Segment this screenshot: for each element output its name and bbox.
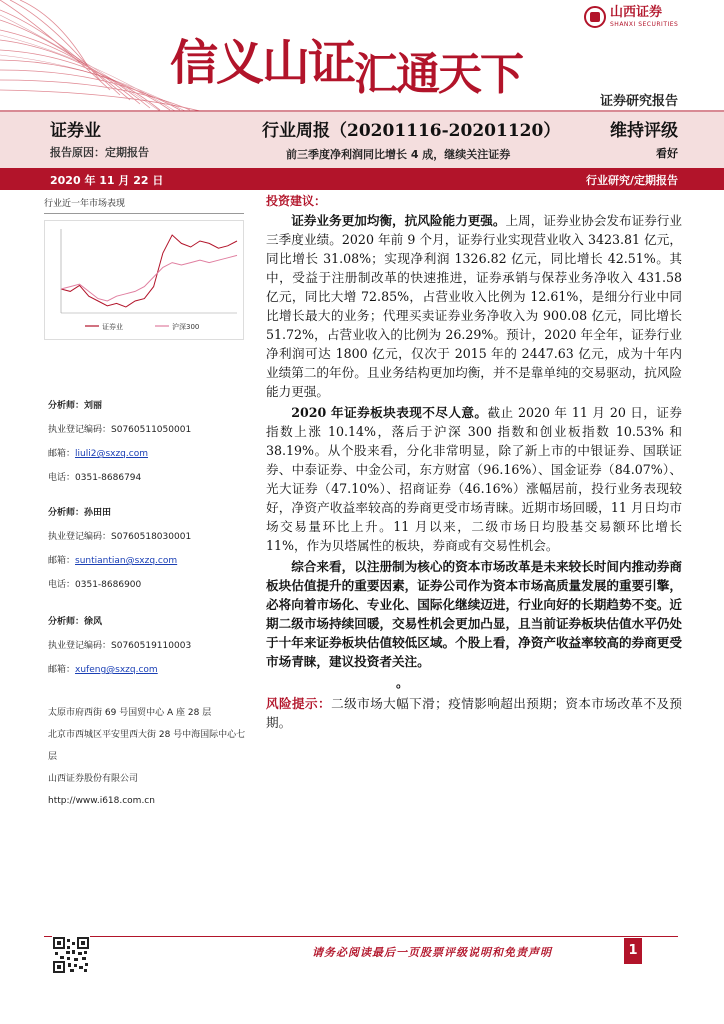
analyst-name: 刘丽 bbox=[84, 401, 103, 411]
email-label: 邮箱： bbox=[48, 556, 76, 566]
analyst-3 bbox=[48, 614, 191, 675]
disclaimer: 请务必阅读最后一页股票评级说明和免责声明 bbox=[312, 946, 552, 959]
paragraph-1 bbox=[266, 211, 682, 401]
left-column bbox=[44, 190, 244, 340]
website-link[interactable]: http://www.i618.com.cn bbox=[48, 796, 155, 806]
email-link[interactable]: xufeng@sxzq.com bbox=[75, 665, 158, 675]
phone-label: 电话： bbox=[48, 580, 76, 590]
analyst-1 bbox=[48, 398, 191, 483]
series-line-1 bbox=[61, 235, 237, 307]
phone-number: 0351-8686794 bbox=[75, 473, 142, 483]
report-date: 2020 年 11 月 22 日 bbox=[50, 174, 164, 187]
main-body bbox=[266, 192, 682, 734]
rating-sub: 看好 bbox=[656, 147, 678, 160]
chart-svg bbox=[45, 221, 243, 339]
analyst-2 bbox=[48, 505, 191, 590]
slogan bbox=[170, 24, 523, 100]
risk-label: 风险提示： bbox=[266, 696, 332, 711]
company-logo bbox=[584, 6, 678, 28]
date-bar bbox=[0, 168, 724, 190]
report-type: 证券研究报告 bbox=[599, 94, 678, 109]
report-reason: 报告原因：定期报告 bbox=[50, 146, 149, 159]
industry: 证券业 bbox=[50, 121, 101, 141]
slogan-part1: 信义山证 bbox=[170, 35, 355, 91]
p2-text: 截止 2020 年 11 月 20 日，证券指数上涨 10.14%，落后于沪深 300 指数和创业板指数 10.53% 和 38.19%。从个股来看，分化非常明显，除了新上市的中银证券、国联证券、中泰证券、中金公司，东方财富（96.16%）、国金证券（84.07%）、光大证券（47.10%）、招商证券（46.16%）涨幅居前，投行业务表现较好，净资产收益率较高的券商更受市场青睐。近期市场回暖，11 月日均市场交易量环比上升。11 月以来，二级市场日均股基交易额环比增长 11%，作为贝塔属性的板块，券商或有交易性机会。 bbox=[266, 405, 682, 553]
email-link[interactable]: suntiantian@sxzq.com bbox=[75, 556, 178, 566]
p2-lead: 2020 年证券板块表现不尽人意。 bbox=[291, 405, 488, 420]
logo-mark-icon bbox=[584, 6, 606, 28]
paragraph-3 bbox=[266, 557, 682, 671]
phone-number: 0351-8686900 bbox=[75, 580, 142, 590]
paragraph-dot: 。 bbox=[396, 675, 409, 690]
license-label: 执业登记编码： bbox=[48, 532, 112, 542]
address-block bbox=[48, 702, 248, 812]
report-category: 行业研究/定期报告 bbox=[585, 174, 678, 187]
license-label: 执业登记编码： bbox=[48, 425, 112, 435]
p1-text: 上周，证券业协会发布证券行业三季度业绩。2020 年前 9 个月，证券行业实现营业收入 3423.81 亿元，同比增长 31.08%；实现净利润 1326.82 亿元，同比增长 42.51%。其中，受益于注册制改革的快速推进，证券承销与保荐业务净收入 431.58 亿元，同比大增 72.85%，占营业收入比例为 12.61%，是细分行业中同比增长最大的业务；代理买卖证券业务净收入为 900.08 亿元，同比增长 51.72%，占营业收入的比例为 26.29%。预计，2020 年全年，证券行业净利润可达 1800 亿元，仅次于 2015 年的 2447.63 亿元，成为十年内业绩第二的年份。且业务结构更加均衡，并不是靠单纯的交易驱动，抗风险能力更强。 bbox=[266, 213, 683, 399]
license-number: S0760519110003 bbox=[111, 641, 192, 651]
email-label: 邮箱： bbox=[48, 665, 76, 675]
analyst-label: 分析师： bbox=[48, 508, 85, 518]
analyst-name: 孙田田 bbox=[84, 508, 112, 518]
company-name: 山西证券股份有限公司 bbox=[48, 774, 139, 784]
rating: 维持评级 bbox=[610, 121, 678, 141]
section-title: 投资建议： bbox=[266, 194, 327, 208]
page-number: 1 bbox=[624, 938, 642, 964]
chart-title: 行业近一年市场表现 bbox=[44, 196, 244, 214]
headline: 前三季度净利润同比增长 4 成，继续关注证券 bbox=[286, 148, 511, 161]
license-label: 执业登记编码： bbox=[48, 641, 112, 651]
slogan-part2: 汇通天下 bbox=[354, 49, 523, 100]
logo-name: 山西证券 bbox=[610, 5, 663, 20]
address-line2: 北京市西城区平安里西大街 28 号中海国际中心七层 bbox=[48, 730, 246, 762]
p1-lead: 证券业务更加均衡，抗风险能力更强。 bbox=[291, 213, 506, 228]
paragraph-2 bbox=[266, 403, 682, 555]
market-chart bbox=[44, 220, 244, 340]
legend-label-2: 沪深300 bbox=[172, 323, 200, 331]
info-bar bbox=[0, 112, 724, 168]
risk-paragraph bbox=[266, 694, 682, 732]
header-banner bbox=[0, 0, 724, 112]
license-number: S0760518030001 bbox=[111, 532, 192, 542]
email-link[interactable]: liuli2@sxzq.com bbox=[75, 449, 148, 459]
phone-label: 电话： bbox=[48, 473, 76, 483]
p3-text: 综合来看，以注册制为核心的资本市场改革是未来较长时间内推动券商板块估值提升的重要因素，证券公司作为资本市场高质量发展的重要引擎，必将向着市场化、专业化、国际化继续迈进，行业向好的长期趋势不变。近期二级市场持续回暖，交易性机会更加凸显，且当前证券板块估值水平仍处于十年来证券板块估值较低区域。个股上看，净资产收益率较高的券商更受市场青睐，建议投资者关注。 bbox=[266, 559, 682, 669]
analyst-name: 徐风 bbox=[84, 617, 103, 627]
risk-text: 二级市场大幅下滑；疫情影响超出预期；资本市场改革不及预期。 bbox=[266, 696, 683, 730]
analyst-label: 分析师： bbox=[48, 617, 85, 627]
logo-en: SHANXI SECURITIES bbox=[610, 21, 679, 28]
analyst-label: 分析师： bbox=[48, 401, 85, 411]
weekly-title: 行业周报（20201116-20201120） bbox=[262, 121, 561, 141]
footer-divider bbox=[44, 936, 678, 937]
email-label: 邮箱： bbox=[48, 449, 76, 459]
legend-label-1: 证券业 bbox=[102, 323, 123, 331]
address-line1: 太原市府西街 69 号国贸中心 A 座 28 层 bbox=[48, 708, 212, 718]
license-number: S0760511050001 bbox=[111, 425, 192, 435]
qr-code-icon[interactable] bbox=[52, 936, 90, 974]
